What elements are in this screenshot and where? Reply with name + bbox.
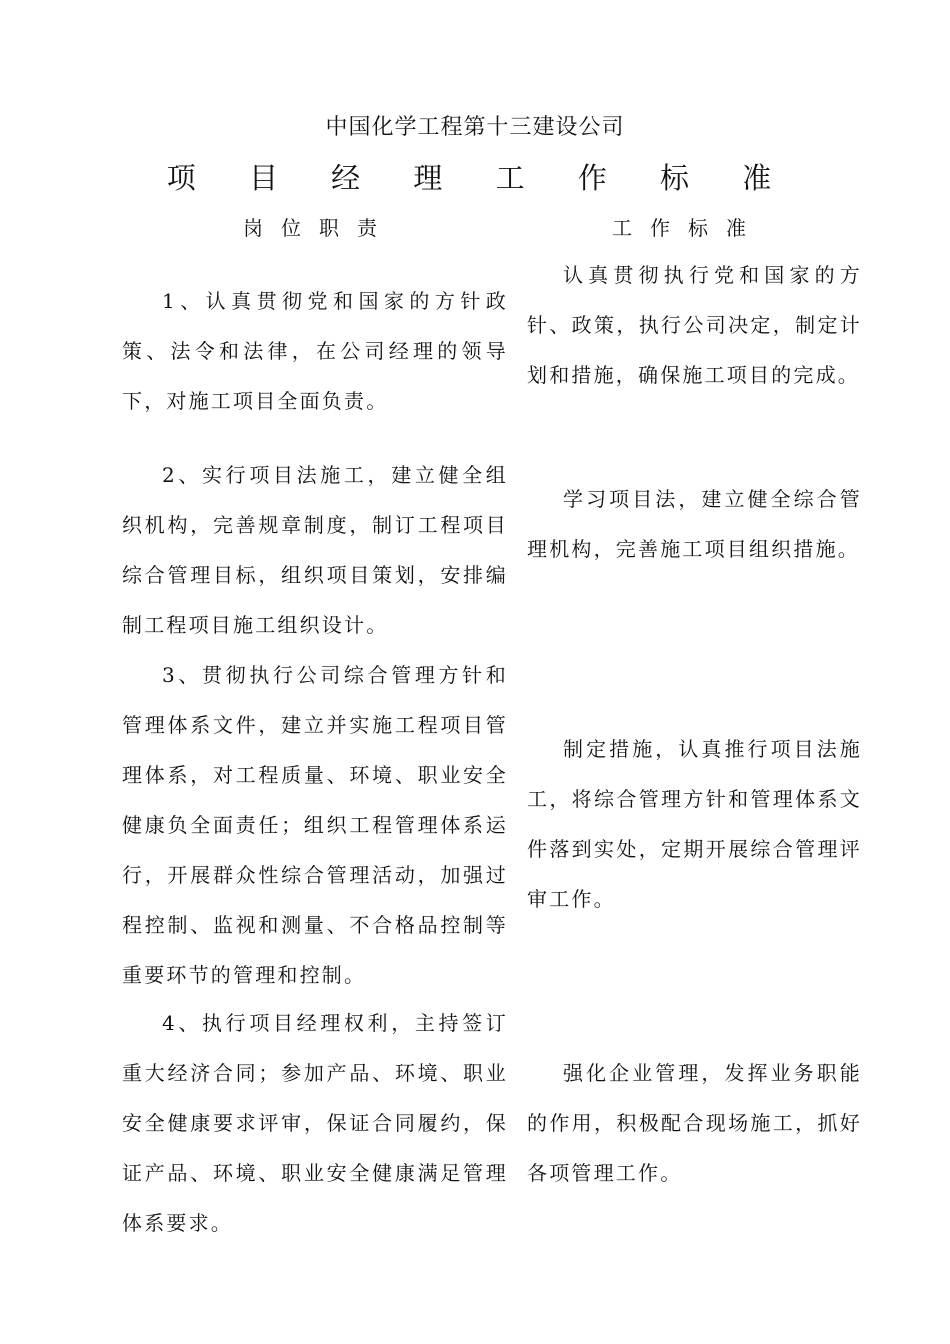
standard-item-4: 强化企业管理，发挥业务职能的作用，积极配合现场施工，抓好各项管理工作。 xyxy=(527,1061,862,1185)
duty-item-3: 3、贯彻执行公司综合管理方针和管理体系文件，建立并实施工程项目管理体系，对工程质量、环境、职业安全健康负全面责任；组织工程管理体系运行，开展群众性综合管理活动，加强过程控制、监视和测量、不合格品控制等重要环节的管理和控制。 xyxy=(122,663,508,987)
company-name: 中国化学工程第十三建设公司 xyxy=(325,115,625,140)
standard-item-1: 认真贯彻执行党和国家的方针、政策，执行公司决定，制定计划和措施，确保施工项目的完成。 xyxy=(527,263,862,387)
duty-item-1: 1、认真贯彻党和国家的方针政策、法令和法律，在公司经理的领导下，对施工项目全面负责。 xyxy=(122,289,508,413)
duty-item-2: 2、实行项目法施工，建立健全组织机构，完善规章制度，制订工程项目综合管理目标，组织项目策划，安排编制工程项目施工组织设计。 xyxy=(122,463,508,637)
column-heading-standards: 工作标准 xyxy=(612,216,764,240)
column-heading-duties: 岗位职责 xyxy=(243,216,395,240)
standard-item-3: 制定措施，认真推行项目法施工，将综合管理方针和管理体系文件落到实处，定期开展综合管理评审工作。 xyxy=(527,737,862,911)
duty-item-4: 4、执行项目经理权利，主持签订重大经济合同；参加产品、环境、职业安全健康要求评审，保证合同履约，保证产品、环境、职业安全健康满足管理体系要求。 xyxy=(122,1011,508,1235)
standard-item-2: 学习项目法，建立健全综合管理机构，完善施工项目组织措施。 xyxy=(527,487,862,561)
document-title: 项 目 经 理 工 作 标 准 xyxy=(166,161,794,195)
